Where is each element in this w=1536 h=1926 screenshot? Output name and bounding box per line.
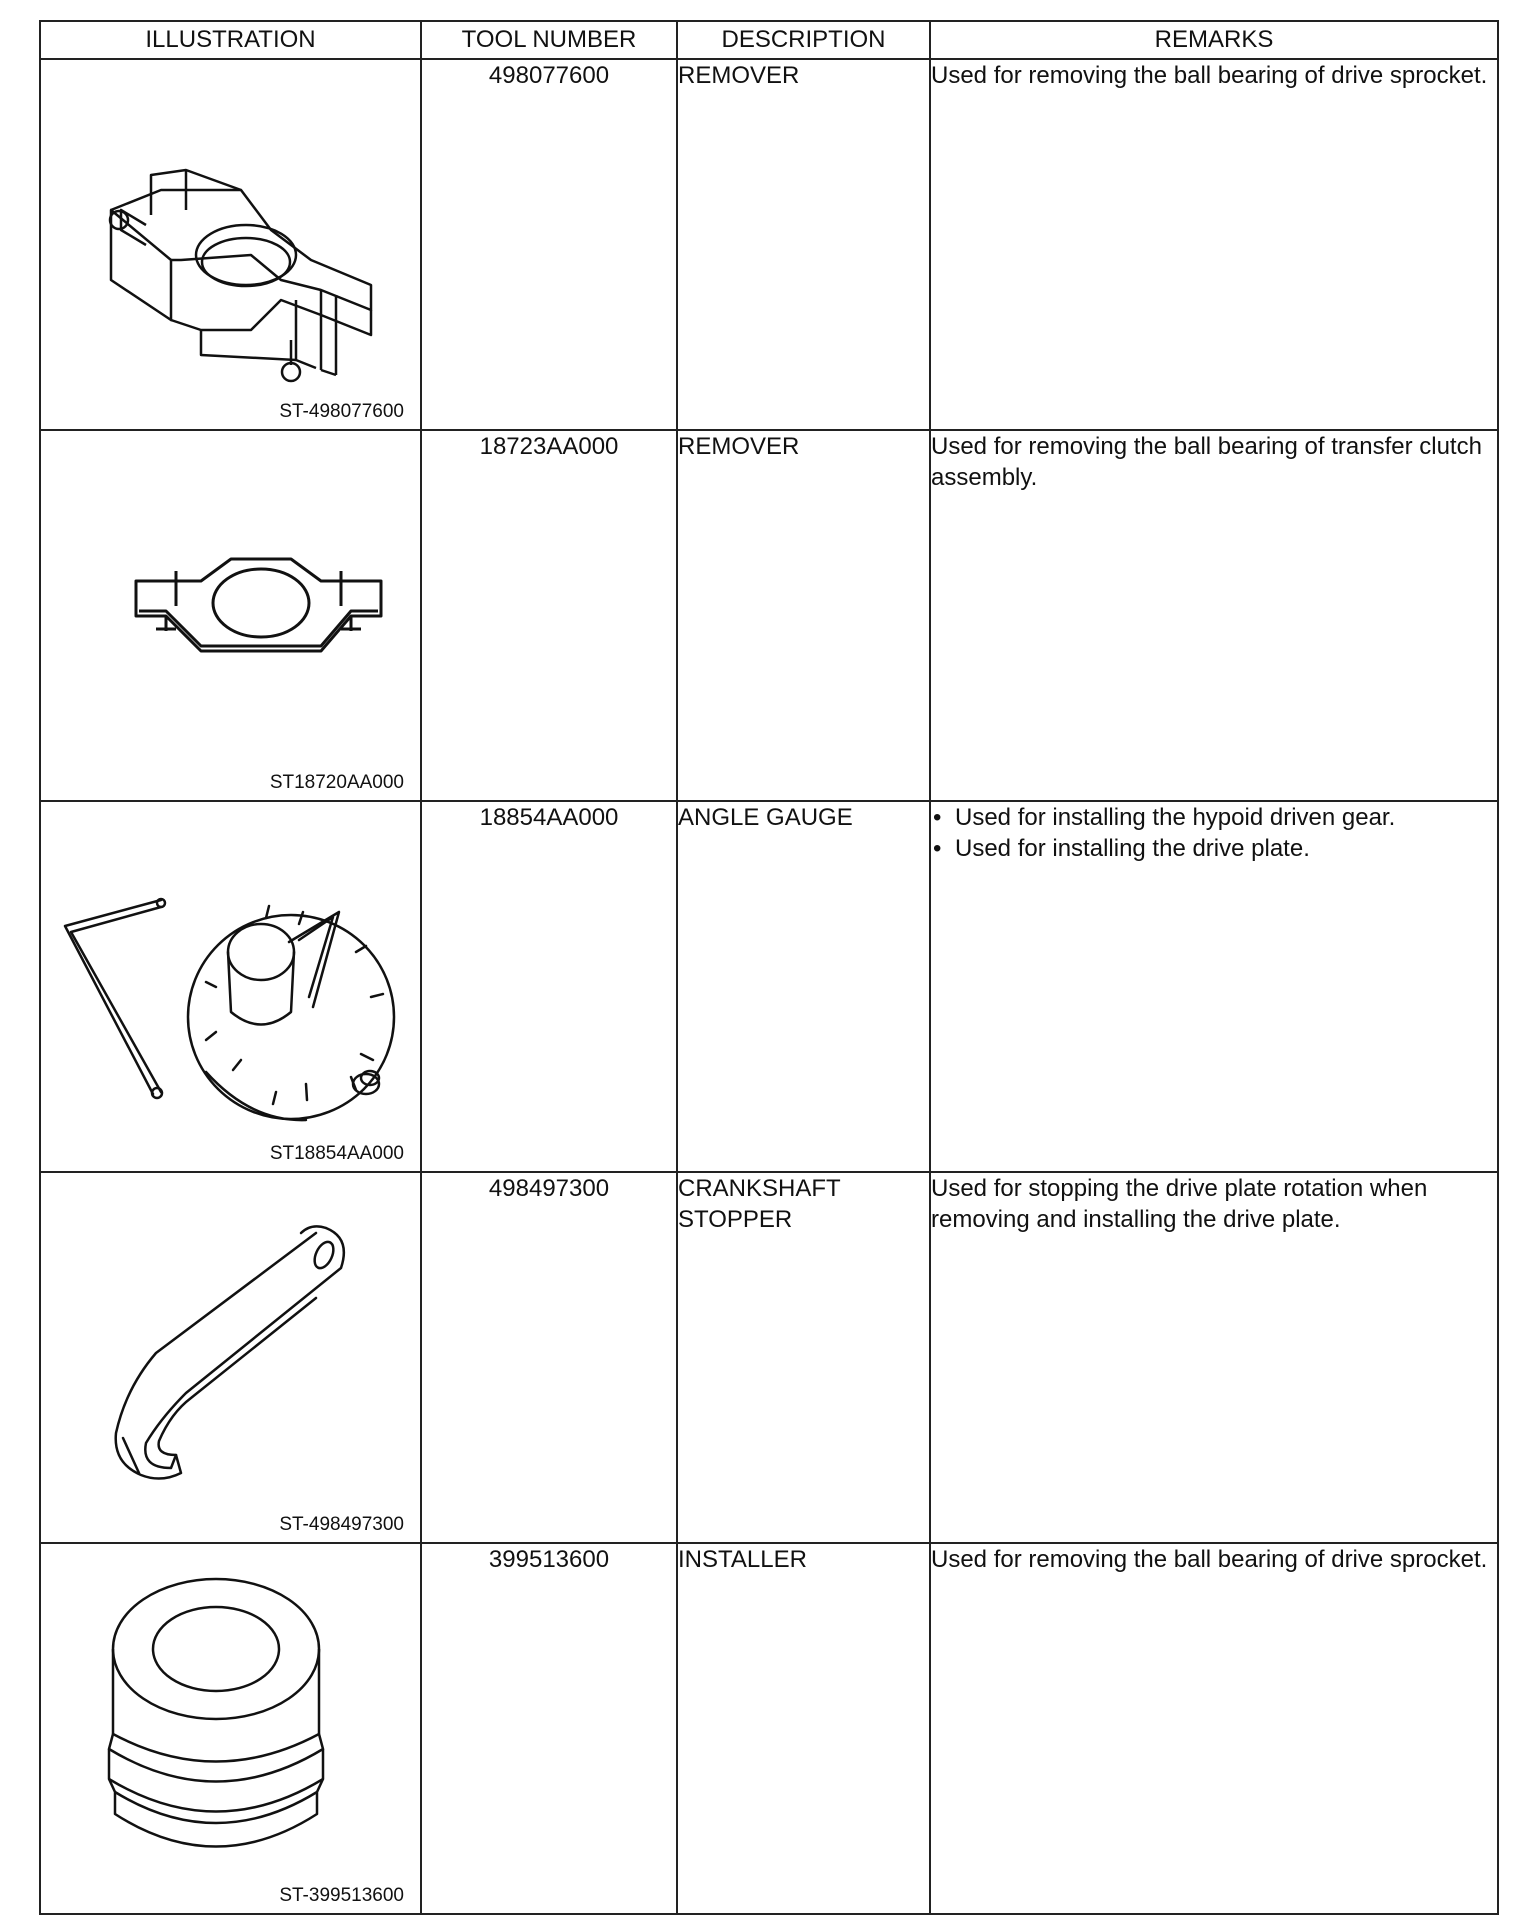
illustration-code: ST-399513600 (279, 1885, 404, 1906)
description: CRANKSHAFT STOPPER (677, 1172, 930, 1543)
illustration-cell (40, 1543, 421, 1914)
illustration-code: ST-498497300 (279, 1514, 404, 1535)
angle-gauge-icon (51, 822, 411, 1142)
illustration-cell (40, 1172, 421, 1543)
tool-number: 399513600 (421, 1543, 677, 1914)
remarks-list (931, 802, 1497, 864)
description: REMOVER (677, 59, 930, 430)
tool-number: 498077600 (421, 59, 677, 430)
table-row (40, 1543, 1498, 1914)
header-row (40, 21, 1498, 59)
tool-number: 18854AA000 (421, 801, 677, 1172)
description: INSTALLER (677, 1543, 930, 1914)
illustration-code: ST-498077600 (279, 401, 404, 422)
header-illustration: ILLUSTRATION (40, 21, 421, 59)
remarks (930, 801, 1498, 1172)
illustration-code: ST18720AA000 (269, 772, 404, 793)
special-tools-table (39, 20, 1499, 1915)
remarks: Used for removing the ball bearing of drive sprocket. (930, 1543, 1498, 1914)
table-row (40, 59, 1498, 430)
tool-number: 18723AA000 (421, 430, 677, 801)
tool-number: 498497300 (421, 1172, 677, 1543)
crankshaft-stopper-icon (51, 1193, 411, 1513)
table-row (40, 430, 1498, 801)
remarks: Used for removing the ball bearing of drive sprocket. (930, 59, 1498, 430)
installer-icon (51, 1564, 411, 1884)
table-row (40, 1172, 1498, 1543)
illustration-cell (40, 801, 421, 1172)
description: ANGLE GAUGE (677, 801, 930, 1172)
list-item: • Used for installing the hypoid driven gear. (931, 802, 1497, 833)
illustration-code: ST18854AA000 (269, 1143, 404, 1164)
header-description: DESCRIPTION (677, 21, 930, 59)
bearing-remover-clamp-icon (51, 451, 411, 771)
illustration-cell (40, 59, 421, 430)
description: REMOVER (677, 430, 930, 801)
remarks: Used for removing the ball bearing of transfer clutch assembly. (930, 430, 1498, 801)
header-remarks: REMARKS (930, 21, 1498, 59)
table-row (40, 801, 1498, 1172)
header-tool-number: TOOL NUMBER (421, 21, 677, 59)
list-item: • Used for installing the drive plate. (931, 833, 1497, 864)
illustration-cell (40, 430, 421, 801)
remarks: Used for stopping the drive plate rotation when removing and installing the drive plate. (930, 1172, 1498, 1543)
bearing-remover-split-icon (51, 80, 411, 400)
